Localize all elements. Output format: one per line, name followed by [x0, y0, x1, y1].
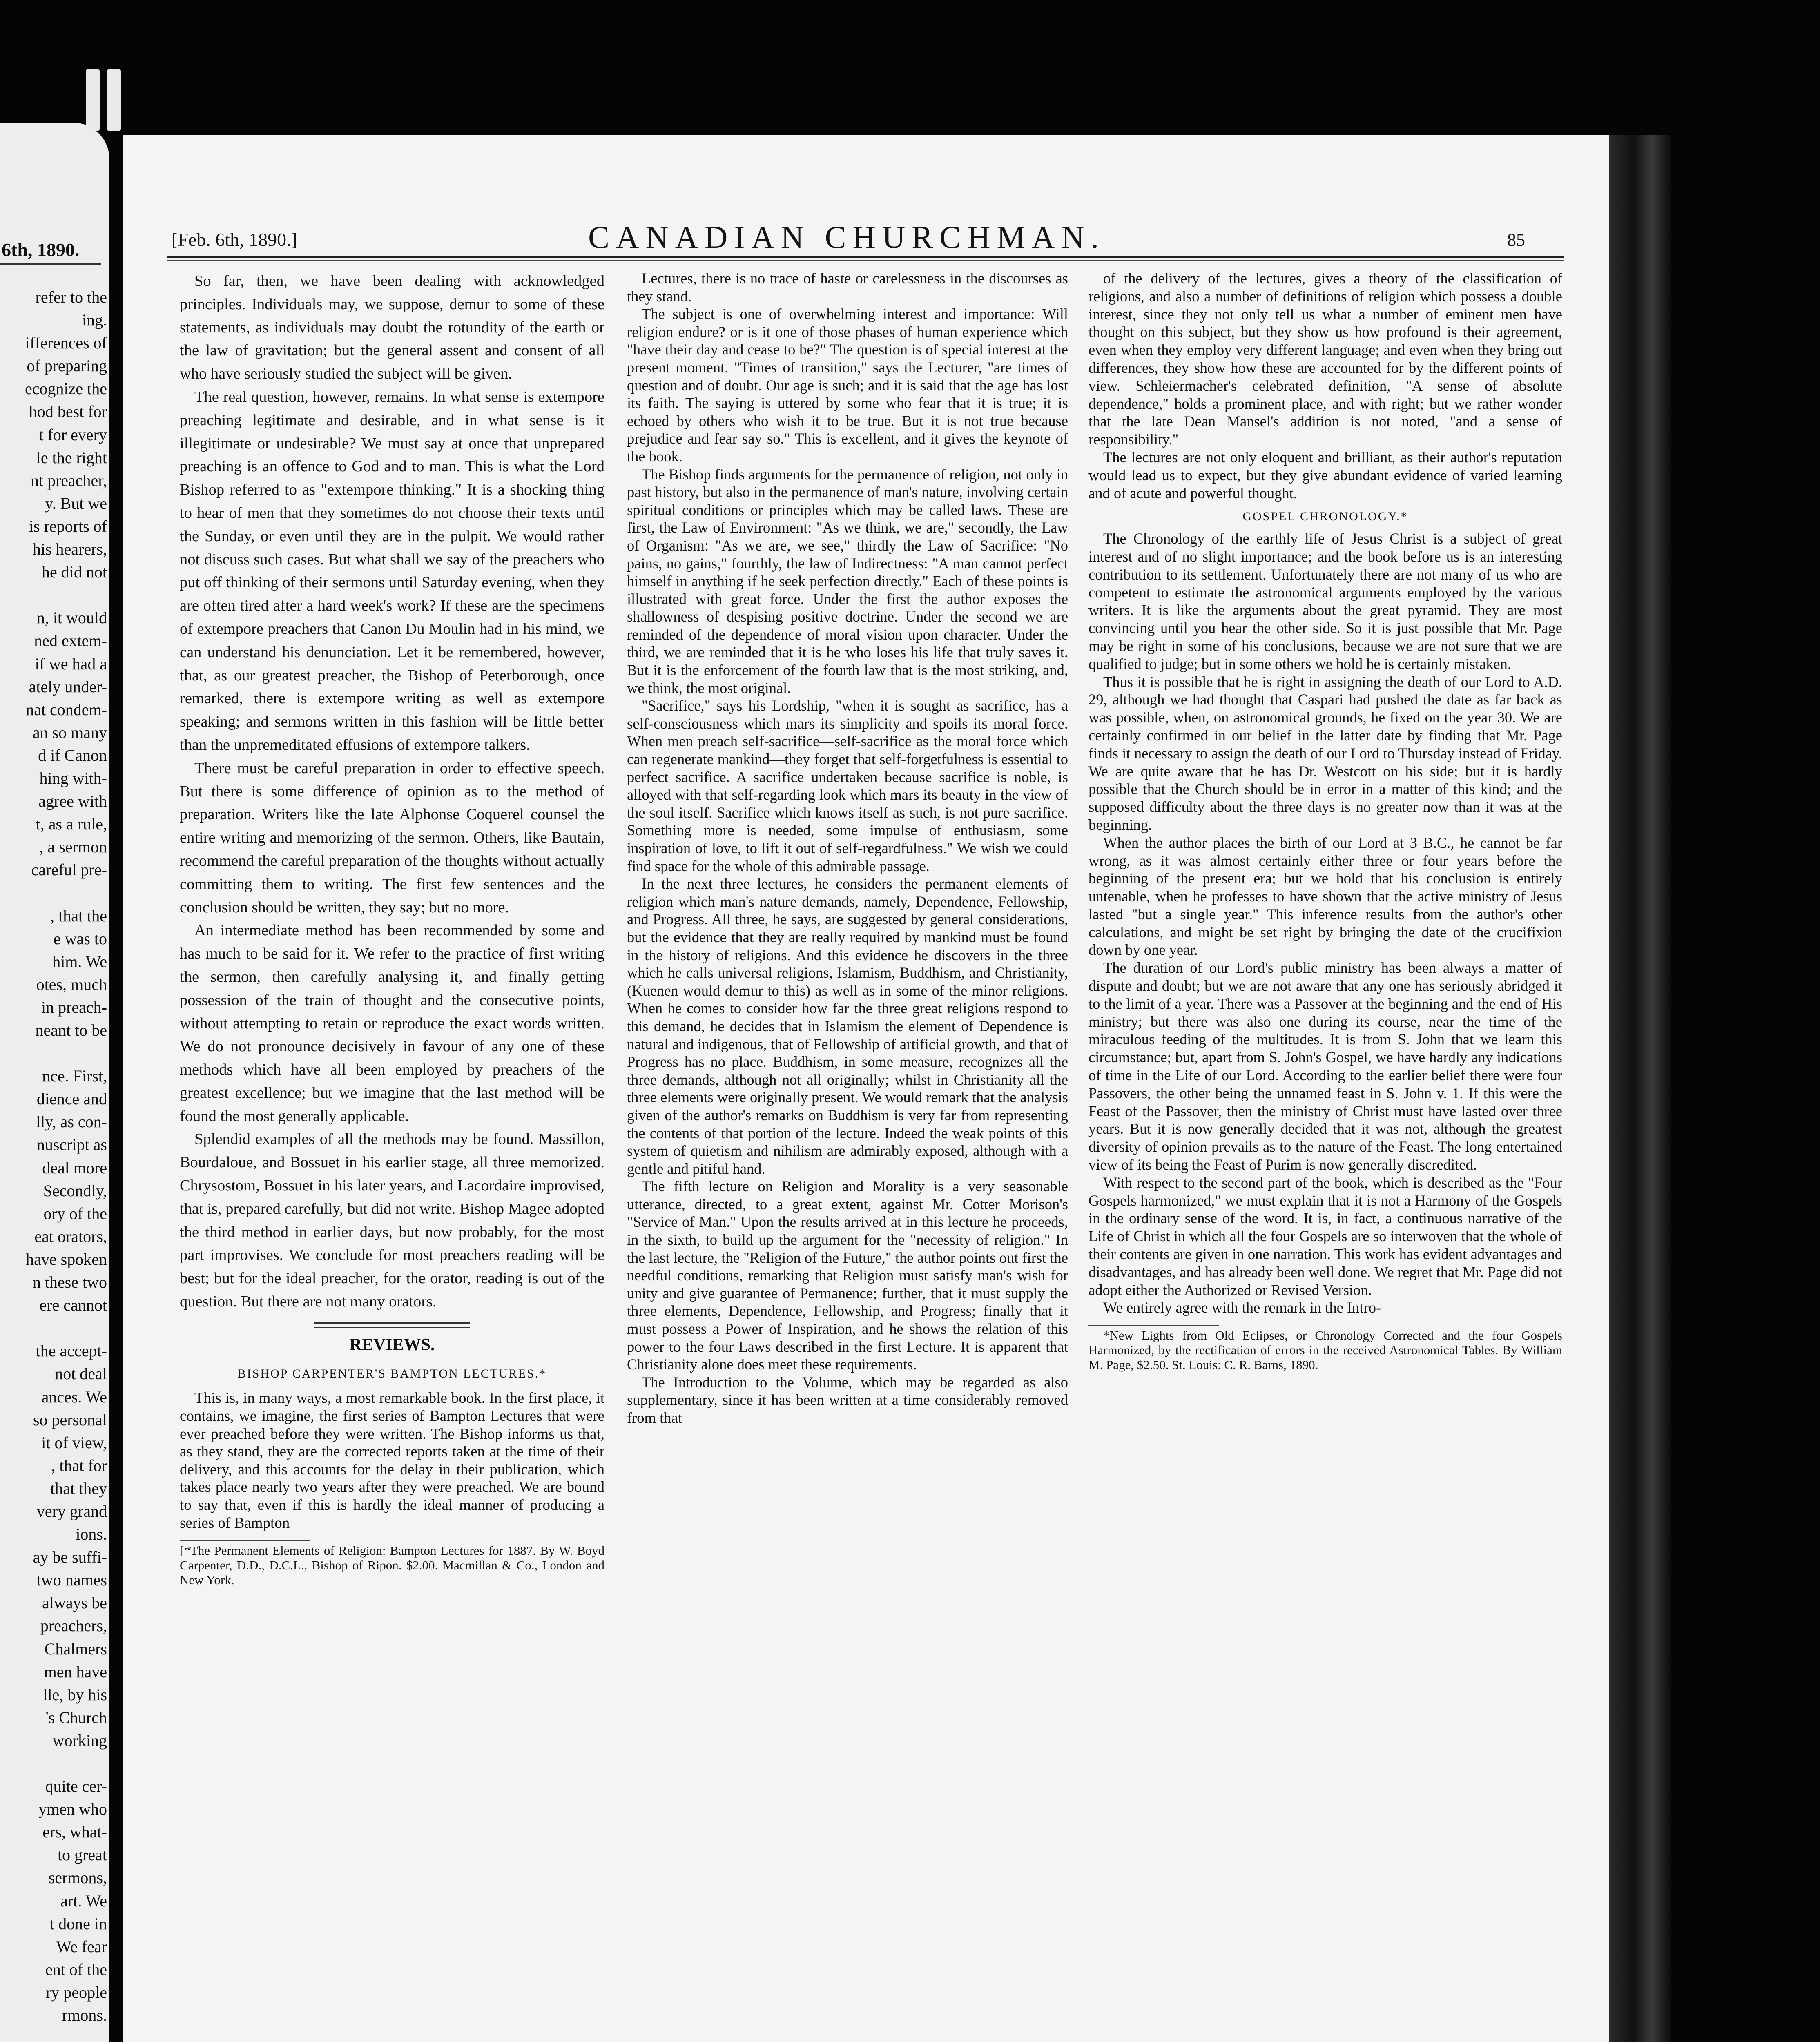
previous-page-line: nuscript as — [36, 1135, 107, 1154]
previous-page-line: the accept- — [36, 1342, 107, 1360]
previous-page-line: if we had a — [35, 654, 107, 673]
previous-page-line: ay be suffi- — [33, 1548, 107, 1567]
previous-page-line: y. But we — [45, 494, 107, 513]
previous-page-line: always be — [42, 1594, 107, 1612]
previous-page-line: rmons. — [62, 2006, 107, 2025]
film-mark-top-left-2 — [107, 69, 121, 131]
gospel-chronology-heading: GOSPEL CHRONOLOGY.* — [1242, 510, 1408, 524]
paragraph: "Sacrifice," says his Lordship, "when it is sought as sacrifice, has a self-consciousness which mars its simplicity and spoils its moral force. When men preach self-sacrifice—self-sacrifice as the moral force which can regenerate mankind—they forget that self-forgetfulness is essential to perfect sacrifice. A sacrifice undertaken because sacrifice is noble, is alloyed with that self-regarding look which mars its beauty in the view of the soul itself. Sacrifice which knows itself as such, is not pure sacrifice. Something more is needed, some impulse of enthusiasm, some inspiration of love, to lift it out of self-regardfulness." We wish we could find space for the whole of this admirable passage. — [627, 697, 1068, 874]
previous-page-line: ere cannot — [39, 1296, 107, 1315]
previous-page-line: ately under- — [29, 677, 107, 696]
previous-page-line: hing with- — [39, 769, 107, 787]
page-number: 85 — [1507, 230, 1525, 250]
paragraph: An intermediate method has been recommended by some and has much to be said for it. We refer to the practice of first writing the sermon, then carefully analysing it, and finally getting possession of the train of thought and the consecutive points, without attempting to retain or reproduce the exact words written. We do not pronounce decisively in favour of any one of these methods which have all been employed by preachers of the greatest excellence; but we imagine that the last method will be found the most generally applicable. — [180, 922, 604, 1125]
column-1 — [180, 270, 604, 1587]
previous-page-header: 6th, 1890. — [2, 239, 80, 260]
previous-page-line: Secondly, — [43, 1181, 107, 1200]
paragraph: There must be careful preparation in order to effective speech. But there is some difference of opinion as to the method of preparation. Writers like the late Alphonse Coquerel counsel the entire writing and memorizing of the sermon. Others, like Bautain, recommend the careful preparation of the thoughts without actually committing them to writing. The first few sentences and the conclusion should be written, they say; but no more. — [180, 759, 604, 916]
previous-page-line: it of view, — [41, 1433, 107, 1452]
paragraph: The lectures are not only eloquent and brilliant, as their author's reputation would lead us to expect, but they give abundant evidence of varied learning and of acute and powerful thought. — [1088, 448, 1562, 502]
previous-page-line: agree with — [38, 792, 107, 811]
previous-page-line: two names — [36, 1571, 107, 1589]
previous-page-line: n, it would — [36, 609, 107, 627]
previous-page-line: very grand — [36, 1502, 107, 1520]
previous-page-text — [0, 286, 107, 2027]
previous-page-line: ers, what- — [42, 1823, 107, 1841]
previous-page-line: careful pre- — [31, 860, 107, 879]
reviews-heading: REVIEWS. — [349, 1335, 435, 1354]
paragraph: So far, then, we have been dealing with acknowledged principles. Individuals may, we suppose, demur to some of these statements, as individuals may doubt the rotundity of the earth or the law of gravitation; but the general assent and consent of all who have seriously studied the subject will be given. — [180, 272, 604, 383]
masthead-title: CANADIAN CHURCHMAN. — [588, 219, 1106, 255]
paragraph: The fifth lecture on Religion and Morality is a very seasonable utterance, directed, to a great extent, against Mr. Cotter Morison's "Service of Man." Upon the results arrived at in this lecture he proceeds, in the sixth, to build up the argument for the "necessity of religion." In the last lecture, the "Religion of the Future," the author points out first the needful conditions, remarking that Religion must satisfy man's wish for unity and give guarantee of Permanence; further, that it must supply the three elements, Dependence, Fellowship, and Progress; finally that it must possess a Power of Inspiration, and he shows the relation of this power to the four Laws described in the first Lecture. It is apparent that Christianity alone does meet these requirements. — [627, 1178, 1068, 1373]
paragraph: The Chronology of the earthly life of Jesus Christ is a subject of great interest and of no slight importance; and the book before us is an interesting contribution to its settlement. Unfortunately there are not many of us who are competent to estimate the astronomical arguments employed by the various writers. It is like the arguments about the great pyramid. They are most convincing until you hear the other side. So it is just possible that Mr. Page may be right in some of his conclusions, because we are not sure that we are qualified to judge; but in some others we hold he is certainly mistaken. — [1088, 530, 1562, 672]
previous-page-line: n these two — [32, 1273, 107, 1292]
previous-page-line: We fear — [56, 1937, 107, 1956]
paragraph: The subject is one of overwhelming interest and importance: Will religion endure? or is it one of those phases of human experience which "have their day and cease to be?" The question is of special interest at the present moment. "Times of transition," says the Lecturer, "are times of question and of doubt. Our age is such; and it is said that the age has lost its faith. The saying is uttered by some who fear that it is true; it is echoed by others who wish it to be true. But it is not true because prejudice and fear say so." This is excellent, and it gives the keynote of the book. — [627, 305, 1068, 465]
previous-page-line: ent of the — [45, 1960, 107, 1979]
paragraph: The Bishop finds arguments for the permanence of religion, not only in past history, but also in the permanence of man's nature, involving certain spiritual conditions or principles which may be called laws. These are first, the Law of Environment: "As we think, we are," secondly, the Law of Organism: "As we are, we see," thirdly the Law of Sacrifice: "No pains, no gains," fourthly, the law of Indirectness: "A man cannot perfect himself in anything if he seek perfection directly." Each of these points is illustrated with great force. Under the first the author exposes the shallowness of despising positive doctrine. Under the second we are reminded of the dependence of moral vision upon character. Under the third, we are reminded that it is he who loses his life that truly saves it. But it is the enforcement of the fourth law that is the most striking, and, we think, the most original. — [627, 466, 1068, 696]
previous-page-line: an so many — [32, 723, 107, 742]
previous-page-line: t for every — [39, 425, 107, 444]
previous-page-line — [0, 584, 107, 606]
previous-page-line: ned extem- — [34, 631, 107, 650]
column-3 — [1088, 270, 1562, 1372]
paragraph: Lectures, there is no trace of haste or carelessness in the discourses as they stand. — [627, 270, 1068, 305]
previous-page-line — [0, 1317, 107, 1340]
previous-page-line: lle, by his — [43, 1685, 107, 1704]
previous-page-line: he did not — [42, 563, 107, 582]
header-rule-thin — [167, 260, 1564, 261]
paragraph: When the author places the birth of our Lord at 3 B.C., he cannot be far wrong, as it was almost certainly either three or four years before the beginning of the present era; but we hold that his conclusion is entirely untenable, when he professes to have shown that the active ministry of Jesus lasted "but a single year." This inference results from the author's other calculations, and might be set right by bringing the date of the crucifixion down by one year. — [1088, 834, 1562, 959]
previous-page-line — [0, 881, 107, 904]
previous-page-line: his hearers, — [32, 540, 107, 559]
previous-page-line: that they — [50, 1479, 107, 1498]
previous-page-line: nce. First, — [42, 1067, 107, 1086]
previous-page-line: so personal — [33, 1410, 107, 1429]
previous-page-line: t done in — [50, 1914, 107, 1933]
previous-page-line: , that for — [51, 1456, 107, 1475]
paragraph: With respect to the second part of the book, which is described as the "Four Gospels harmonized," we must explain that it is not a Harmony of the Gospels in the ordinary sense of the word. It is, in fact, a continuous narrative of the Life of Christ in which all the four Gospels are so interwoven that the whole of their contents are given in one narration. This work has evident advantages and disadvantages, and has already been well done. We regret that Mr. Page did not adopt either the Authorized or Revised Version. — [1088, 1174, 1562, 1298]
previous-page-line: dience and — [36, 1090, 107, 1108]
previous-page-line: ry people — [46, 1983, 107, 2002]
column-2 — [627, 270, 1068, 1427]
previous-page-line: ecognize the — [25, 379, 107, 398]
issue-date: [Feb. 6th, 1890.] — [172, 229, 297, 250]
paragraph: Splendid examples of all the methods may be found. Massillon, Bourdaloue, and Bossuet in his earlier stage, all three memorized. Chrysostom, Bossuet in his later years, and Lacordaire improvised, that is, prepared carefully, but did not write. Bishop Magee adopted the third method in earlier days, but now probably, for the most part improvises. We conclude for most preachers reading will be best; but for the ideal preacher, for the orator, reading is out of the question. But there are not many orators. — [180, 1130, 604, 1311]
footnote-rule — [1088, 1325, 1219, 1326]
previous-page-sliver — [0, 123, 109, 2042]
previous-page-line: d if Canon — [38, 746, 107, 765]
previous-page-line: otes, much — [36, 975, 107, 994]
previous-page-line: Chalmers — [44, 1639, 107, 1658]
paragraph: We entirely agree with the remark in the Intro- — [1103, 1299, 1381, 1316]
previous-page-line: men have — [44, 1662, 107, 1681]
previous-page-line: working — [52, 1731, 107, 1750]
previous-page-line: quite cer- — [45, 1777, 107, 1796]
film-mark-top-left-1 — [86, 69, 100, 131]
previous-page-line: sermons, — [48, 1868, 107, 1887]
section-rule-thin — [314, 1327, 470, 1328]
previous-page-line: ances. We — [41, 1387, 107, 1406]
previous-page-line: ing. — [82, 311, 107, 330]
previous-page-line: , that the — [50, 906, 107, 925]
previous-page-line: deal more — [42, 1158, 107, 1177]
previous-page-line: neant to be — [35, 1021, 107, 1039]
paragraph: The Introduction to the Volume, which may be regarded as also supplementary, since it has been written at a time considerably removed from that — [627, 1373, 1068, 1426]
previous-page-line: le the right — [36, 448, 107, 467]
previous-page-line — [0, 1042, 107, 1065]
header-rule — [167, 256, 1564, 258]
previous-page-line: to great — [57, 1846, 107, 1864]
previous-page-line: art. We — [60, 1891, 107, 1910]
previous-page-line: t, as a rule, — [36, 815, 107, 834]
previous-page-line: have spoken — [26, 1250, 107, 1268]
previous-page-line: ory of the — [43, 1204, 107, 1223]
previous-page-line: is reports of — [29, 517, 107, 535]
paragraph: of the delivery of the lectures, gives a theory of the classification of religions, and also a number of definitions of religion which possess a double interest, since they not only tell us what a number of eminent men have thought on this subject, but they show us how profound is their agreement, even when they employ very different language; and even when they bring out differences, they show how these are accounted for by the different points of view. Schleiermacher's celebrated definition, "A sense of absolute dependence," holds a prominent place, and with right; but we rather wonder that the late Dean Mansel's addition is not noted, "and a sense of responsibility." — [1088, 270, 1562, 448]
section-rule — [314, 1322, 470, 1324]
previous-page-line: him. We — [52, 952, 107, 971]
previous-page-line: in preach- — [41, 998, 107, 1017]
previous-page-line: hod best for — [29, 402, 107, 421]
previous-page-line: not deal — [55, 1364, 107, 1383]
book-binding-edge — [1609, 135, 1671, 2042]
previous-page-line: , a sermon — [39, 838, 107, 856]
previous-page-line: ions. — [76, 1525, 107, 1544]
previous-page-line: eat orators, — [34, 1227, 107, 1246]
footnote: [*The Permanent Elements of Religion: Bampton Lectures for 1887. By W. Boyd Carpenter, D.D., D.C.L., Bishop of Ripon. $2.00. Macmillan & Co., London and New York. — [180, 1543, 604, 1587]
paragraph: In the next three lectures, he considers the permanent elements of religion which man's nature demands, namely, Dependence, Fellowship, and Progress. All three, he says, are suggested by general considerations, but the evidence that they are really required by mankind must be found in the history of religions. And this evidence he discovers in the three which he calls universal religions, Islamism, Buddhism, and Christianity, (Kuenen would demur to this) as well as in some of the minor religions. When he comes to consider how far the three great religions respond to this demand, he decides that in Islamism the element of Dependence is natural and indigenous, that of Fellowship of artificial growth, and that of Progress has no place. Buddhism, in some measure, recognizes all the three demands, although not all originally; whilst in Christianity all the three elements were originally present. We would remark that the analysis given of the author's remarks on Buddhism is very far from representing the contents of that portion of the lecture. Indeed the weak points of this system of quietism and nihilism are admirably exposed, although with a gentle and pitiful hand. — [627, 875, 1068, 1177]
previous-page-line: preachers, — [40, 1616, 107, 1635]
review-title: BISHOP CARPENTER'S BAMPTON LECTURES.* — [237, 1367, 547, 1380]
newspaper-page — [123, 135, 1609, 2042]
paragraph: The real question, however, remains. In what sense is extempore preaching legitimate and desirable, and in what sense is it illegitimate or undesirable? We must say at once that unprepared preaching is an offence to God and to man. This is what the Lord Bishop referred to as "extempore thinking." It is a shocking thing to hear of men that they sometimes do not choose their texts until the Sunday, or even until they are in the pulpit. We would rather not discuss such cases. But what shall we say of the preachers who put off thinking of their sermons until Saturday evening, when they are often tired after a hard week's work? If these are the specimens of extempore preachers that Canon Du Moulin had in his mind, we can understand his denunciation. Let it be remembered, however, that, as our greatest preacher, the Bishop of Peterborough, once remarked, there is extempore writing as well as extempore speaking; and sermons written in this fashion will be little better than the unpremeditated effusions of extempore talkers. — [180, 388, 604, 753]
previous-page-line: of preparing — [27, 357, 107, 375]
footnote-rule — [180, 1540, 310, 1541]
previous-page-line: ymen who — [38, 1800, 107, 1819]
previous-page-line — [0, 1752, 107, 1775]
previous-page-line: e was to — [53, 929, 107, 948]
paragraph: Thus it is possible that he is right in assigning the death of our Lord to A.D. 29, although we had thought that Caspari had pushed the date as far back as was possible, when, on astronomical grounds, he fixed on the year 30. We are certainly confirmed in our belief in the latter date by finding that Mr. Page finds it necessary to assign the death of our Lord to Thursday instead of Friday. We are quite aware that he has Dr. Westcott on his side; but it is hardly possible that the Church should be in error in a matter of this kind; and the supposed difficulty about the three days is no greater now than it was at the beginning. — [1088, 673, 1562, 833]
previous-page-line: ifferences of — [25, 334, 107, 352]
footnote: *New Lights from Old Eclipses, or Chronology Corrected and the four Gospels Harmonized, by the rectification of errors in the received Astronomical Tables. By William M. Page, $2.50. St. Louis: C. R. Barns, 1890. — [1088, 1328, 1562, 1372]
paragraph: This is, in many ways, a most remarkable book. In the first place, it contains, we imagine, the first series of Bampton Lectures that were ever preached before they were written. The Bishop informs us that, as they stand, they are the corrected reports taken at the time of their delivery, and this accounts for the delay in their publication, which takes place nearly two years after they were preached. We are bound to say that, even if this is hardly the ideal manner of producing a series of Bampton — [180, 1390, 604, 1532]
previous-page-rule — [0, 263, 101, 265]
previous-page-line: nt preacher, — [30, 471, 107, 490]
previous-page-line: refer to the — [35, 288, 107, 306]
paragraph: The duration of our Lord's public ministry has been always a matter of dispute and doubt; but we are not aware that any one has seriously abridged it to the limit of a year. There was a Passover at the beginning and the end of His ministry; but there was also one during its course, near the time of the miraculous feeding of the multitudes. It is from S. John that we learn this circumstance; but, apart from S. John's Gospel, we have hardly any indications of time in the Life of our Lord. According to the earlier belief there were four Passovers, the other being the unnamed feast in S. John v. 1. If this were the Feast of the Passover, then the ministry of Christ must have lasted over three years. But it is now generally decided that it was not, although the greatest diversity of opinion prevails as to the nature of the Feast. The long entertained view of its being the Feast of Purim is now generally discredited. — [1088, 959, 1562, 1173]
previous-page-line: lly, as con- — [36, 1112, 107, 1131]
previous-page-line: 's Church — [45, 1708, 107, 1727]
previous-page-line: nat condem- — [26, 700, 107, 719]
